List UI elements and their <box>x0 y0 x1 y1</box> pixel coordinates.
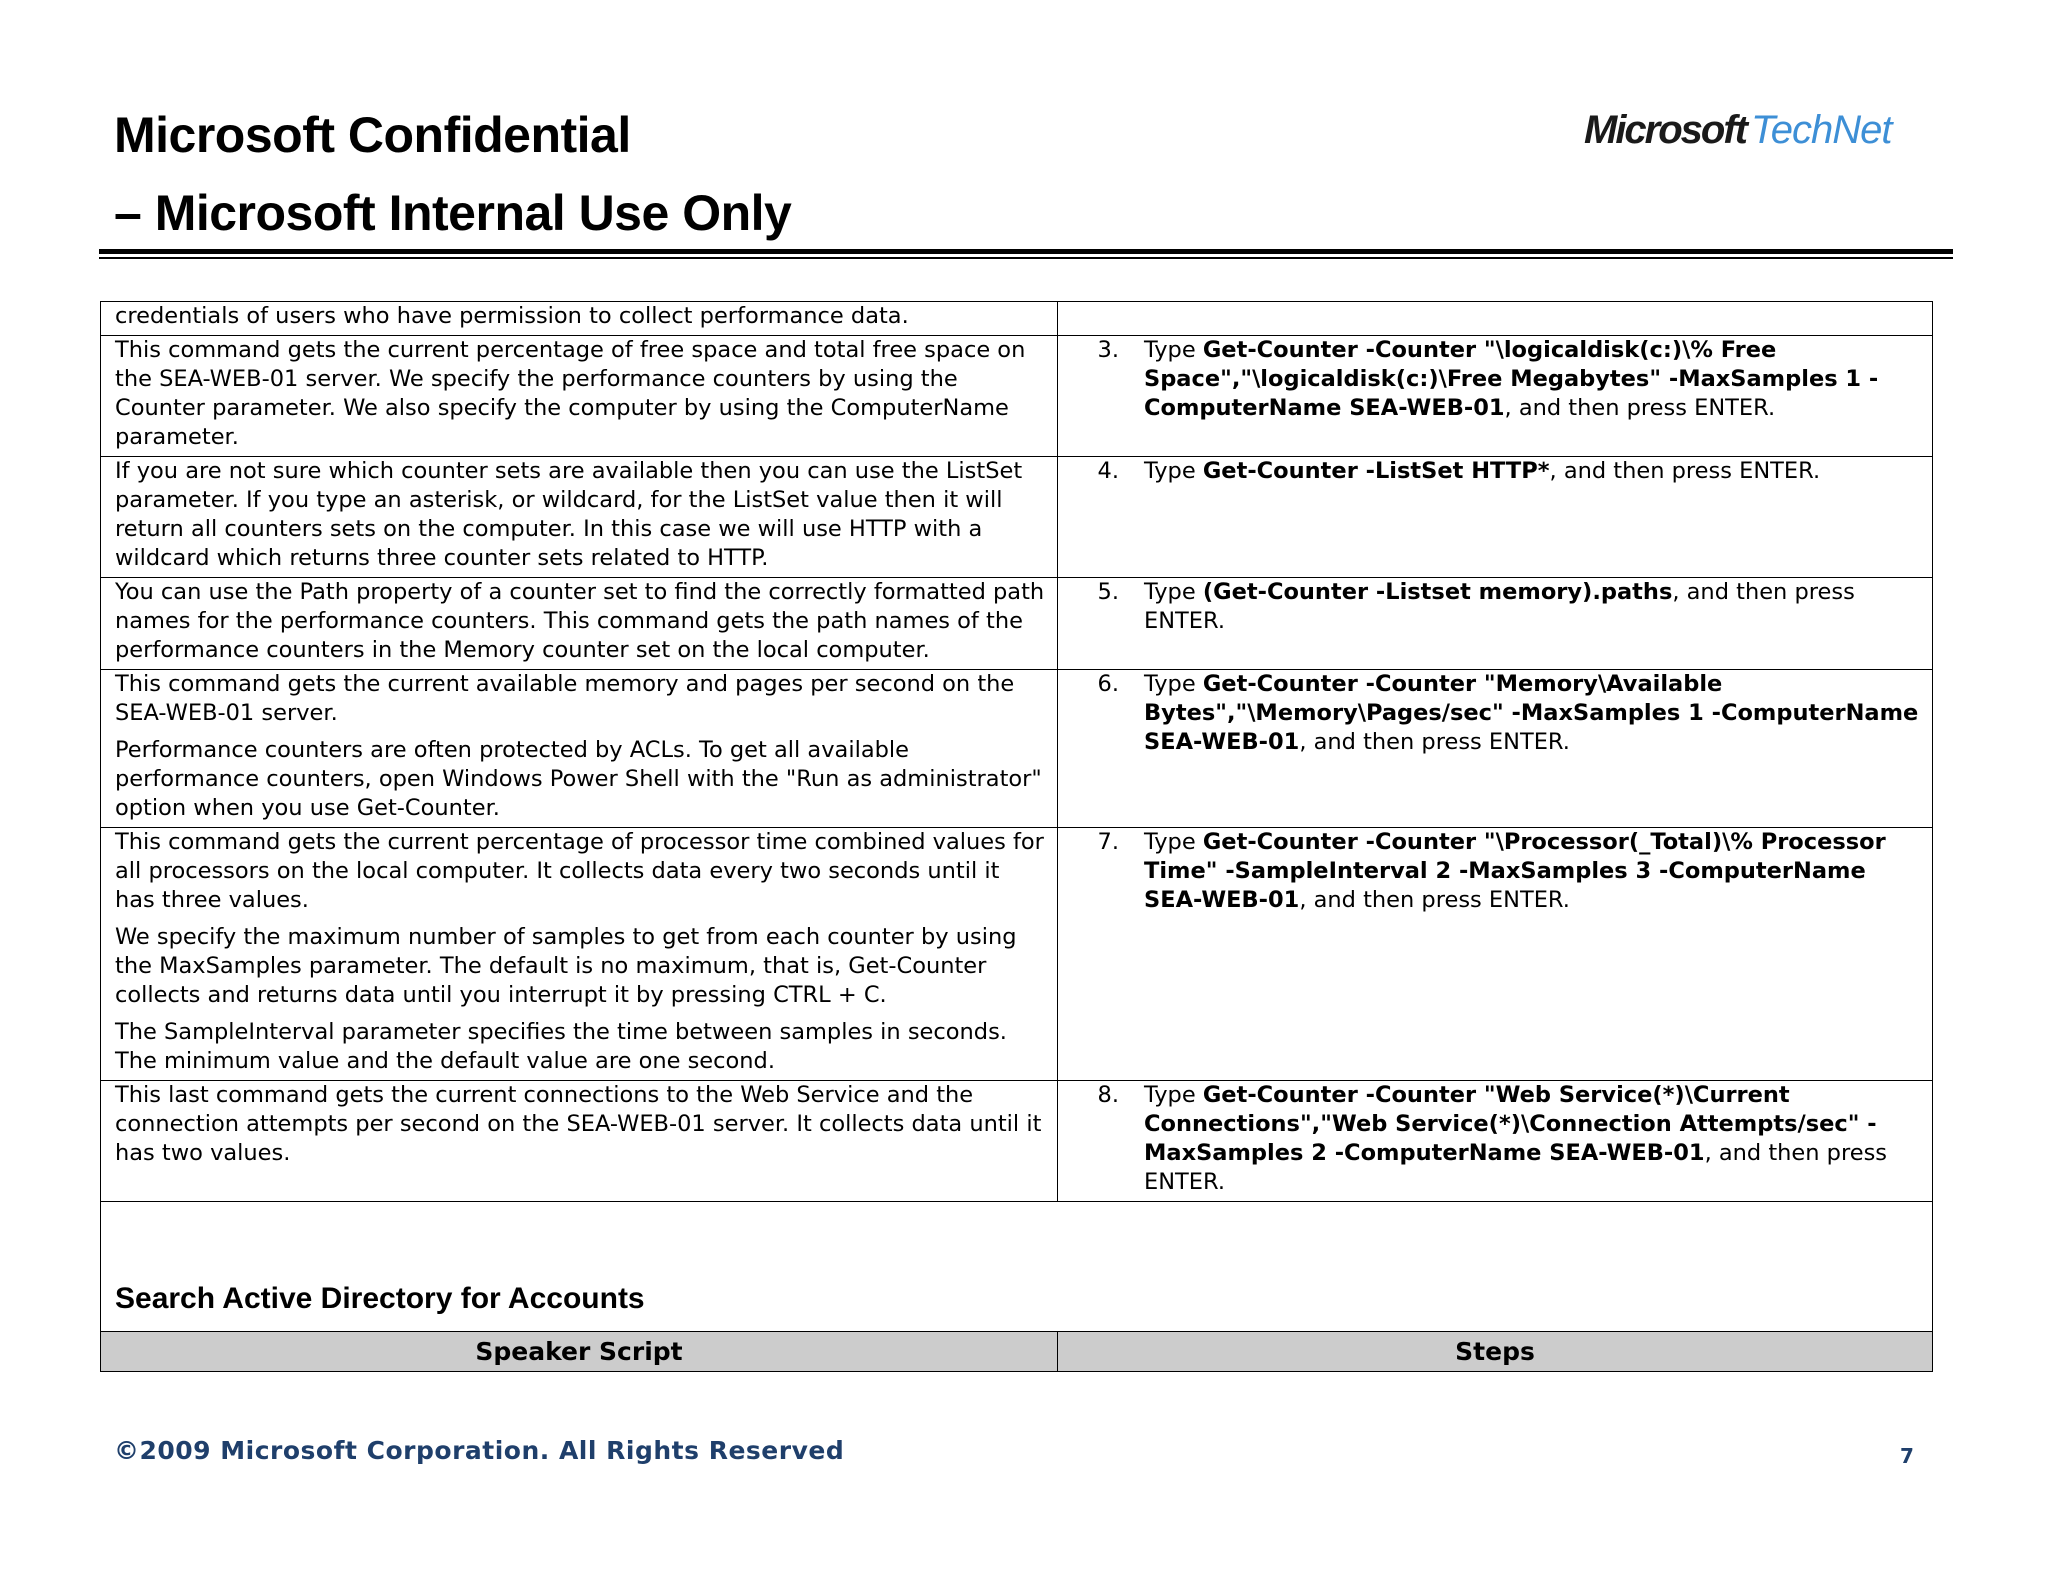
table-header-row <box>101 1332 1933 1372</box>
page-number: 7 <box>1900 1444 1914 1468</box>
title-line-1: Microsoft Confidential <box>114 107 631 163</box>
step-suffix: , and then press ENTER. <box>1549 458 1821 484</box>
steps-cell <box>1058 670 1933 828</box>
steps-cell <box>1058 1081 1933 1202</box>
section-title: Search Active Directory for Accounts <box>115 1282 645 1315</box>
step-number: 3. <box>1097 337 1119 363</box>
speaker-script-cell <box>101 1081 1058 1202</box>
header-rule-thin <box>99 257 1953 259</box>
speaker-script-cell <box>101 302 1058 336</box>
script-paragraph: If you are not sure which counter sets are available then you can use the ListSet parameter. If you type an asterisk, or wildcard, for the ListSet value then it will return all counters sets on the computer. In this case we will use HTTP with a wildcard which returns three counter sets related to HTTP. <box>115 458 1023 571</box>
script-paragraph: This command gets the current available memory and pages per second on the SEA-WEB-01 server. <box>115 671 1015 726</box>
steps-cell <box>1058 578 1933 670</box>
table-row <box>101 1081 1933 1202</box>
step-item <box>1072 457 1920 486</box>
step-number: 7. <box>1097 829 1119 855</box>
step-prefix: Type <box>1144 458 1203 484</box>
copyright-footer: ©2009 Microsoft Corporation. All Rights Reserved <box>114 1436 845 1465</box>
step-command: Get-Counter -Counter "Memory\Available Bytes","\Memory\Pages/sec" -MaxSamples 1 -ComputerName SEA-WEB-01 <box>1144 671 1919 755</box>
steps-cell <box>1058 828 1933 1081</box>
step-item <box>1072 1081 1920 1197</box>
step-suffix: , and then press ENTER. <box>1504 395 1776 421</box>
step-command: Get-Counter -Counter "\logicaldisk(c:)\% Free Space","\logicaldisk(c:)\Free Megabytes" -MaxSamples 1 -ComputerName SEA-WEB-01 <box>1144 337 1879 421</box>
script-paragraph: You can use the Path property of a counter set to find the correctly formatted path names for the performance counters. This command gets the path names of the performance counters in the Memory counter set on the local computer. <box>115 579 1045 663</box>
step-suffix: , and then press ENTER. <box>1144 579 1855 634</box>
script-paragraph: This last command gets the current connections to the Web Service and the connection attempts per second on the SEA-WEB-01 server. It collects data until it has two values. <box>115 1082 1042 1166</box>
logo-brand: Microsoft <box>1584 108 1746 152</box>
step-prefix: Type <box>1144 337 1203 363</box>
step-item <box>1072 578 1920 636</box>
step-command: Get-Counter -ListSet HTTP* <box>1202 458 1550 484</box>
step-item <box>1072 828 1920 915</box>
script-paragraph: Performance counters are often protected by ACLs. To get all available performance counters, open Windows Power Shell with the "Run as administrator" option when you use Get-Counter. <box>115 737 1042 821</box>
speaker-script-cell <box>101 457 1058 578</box>
step-prefix: Type <box>1144 579 1203 605</box>
logo-product: TechNet <box>1751 108 1892 152</box>
step-number: 4. <box>1097 458 1119 484</box>
table-row <box>101 578 1933 670</box>
script-paragraph: We specify the maximum number of samples to get from each counter by using the MaxSamples parameter. The default is no maximum, that is, Get-Counter collects and returns data until you interrupt it by pressing CTRL + C. <box>115 924 1017 1008</box>
step-text <box>1144 670 1920 757</box>
step-prefix: Type <box>1144 1082 1203 1108</box>
table-row <box>101 670 1933 828</box>
table-row <box>101 302 1933 336</box>
step-text <box>1144 578 1920 636</box>
technet-logo <box>1584 108 1892 164</box>
step-prefix: Type <box>1144 671 1203 697</box>
step-command: (Get-Counter -Listset memory).paths <box>1202 579 1673 605</box>
table-row <box>101 828 1933 1081</box>
header-rule-thick <box>99 249 1953 254</box>
step-prefix: Type <box>1144 829 1203 855</box>
speaker-script-cell <box>101 670 1058 828</box>
steps-cell <box>1058 302 1933 336</box>
script-paragraph: The SampleInterval parameter specifies the time between samples in seconds. The minimum value and the default value are one second. <box>115 1019 1007 1074</box>
steps-cell <box>1058 336 1933 457</box>
table-row <box>101 457 1933 578</box>
step-suffix: , and then press ENTER. <box>1144 1140 1888 1195</box>
speaker-script-header: Speaker Script <box>101 1332 1058 1372</box>
step-command: Get-Counter -Counter "\Processor(_Total)\% Processor Time" -SampleInterval 2 -MaxSamples 3 -ComputerName SEA-WEB-01 <box>1144 829 1886 913</box>
step-number: 8. <box>1097 1082 1119 1108</box>
step-text <box>1144 828 1920 915</box>
speaker-script-cell <box>101 578 1058 670</box>
table-row <box>101 336 1933 457</box>
step-suffix: , and then press ENTER. <box>1299 887 1570 913</box>
steps-cell <box>1058 457 1933 578</box>
step-text <box>1144 336 1920 423</box>
section-row <box>101 1202 1933 1332</box>
script-steps-table <box>100 301 1933 1372</box>
step-item <box>1072 670 1920 757</box>
speaker-script-cell <box>101 336 1058 457</box>
script-paragraph: credentials of users who have permission to collect performance data. <box>115 303 909 329</box>
title-line-2: – Microsoft Internal Use Only <box>114 185 792 241</box>
step-number: 5. <box>1097 579 1119 605</box>
step-number: 6. <box>1097 671 1119 697</box>
speaker-script-cell <box>101 828 1058 1081</box>
script-paragraph: This command gets the current percentage of free space and total free space on the SEA-WEB-01 server. We specify the performance counters by using the Counter parameter. We also specify the computer by using the ComputerName parameter. <box>115 337 1026 450</box>
step-command: Get-Counter -Counter "Web Service(*)\Current Connections","Web Service(*)\Connection Attempts/sec" -MaxSamples 2 -ComputerName SEA-WEB-01 <box>1144 1082 1877 1166</box>
step-suffix: , and then press ENTER. <box>1299 729 1570 755</box>
step-item <box>1072 336 1920 423</box>
script-paragraph: This command gets the current percentage of processor time combined values for all processors on the local computer. It collects data every two seconds until it has three values. <box>115 829 1044 913</box>
step-text <box>1144 1081 1920 1197</box>
steps-header: Steps <box>1058 1332 1933 1372</box>
step-text <box>1144 457 1920 486</box>
document-title <box>114 96 1414 252</box>
